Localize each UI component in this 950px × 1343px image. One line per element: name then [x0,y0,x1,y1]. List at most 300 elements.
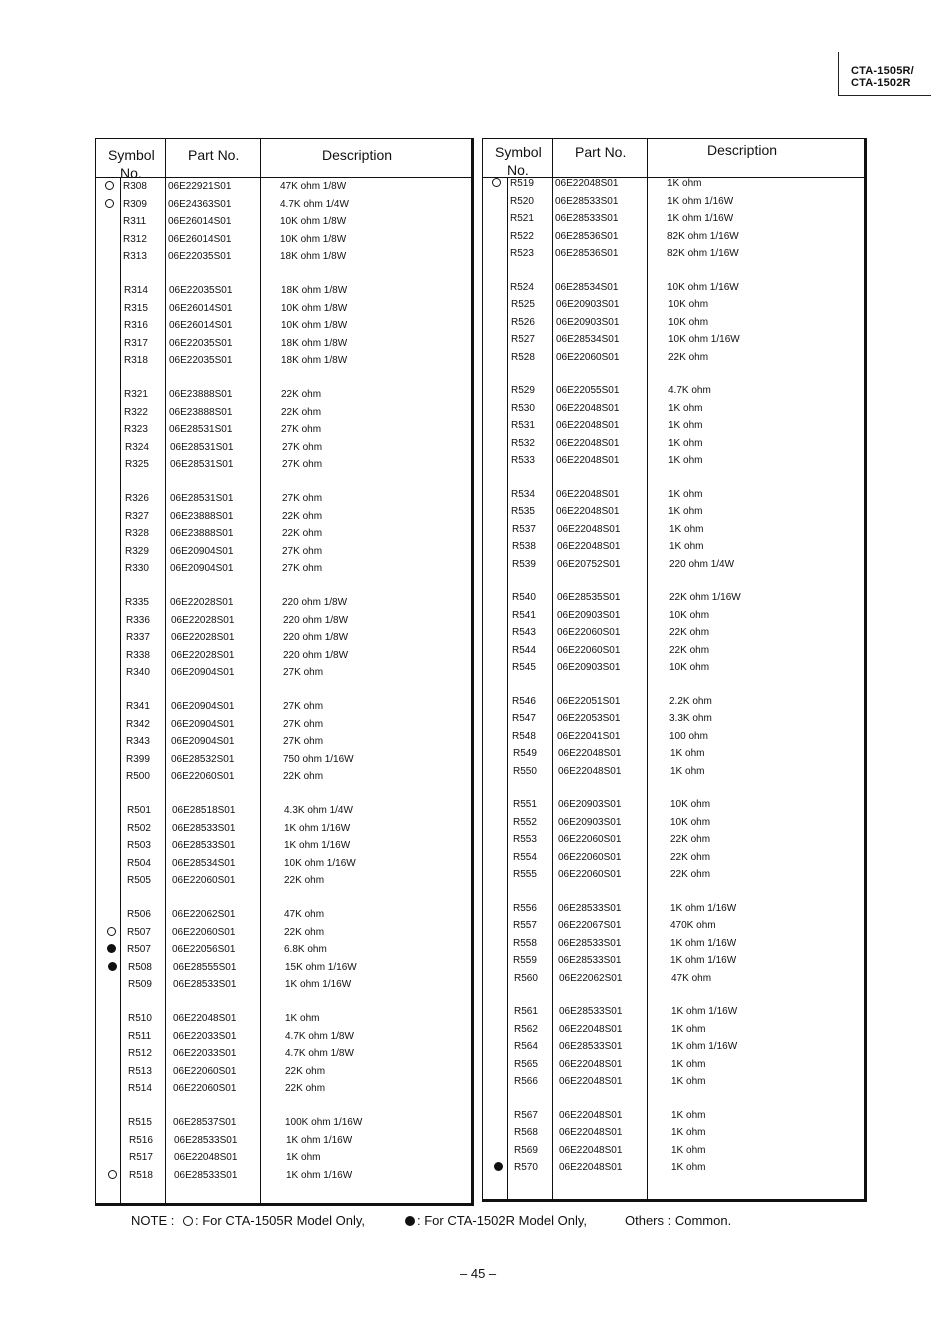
symbol-cell: R520 [510,195,534,207]
table-row [483,333,864,349]
symbol-cell: R518 [129,1169,153,1181]
symbol-cell: R322 [124,406,148,418]
table-row [96,250,471,266]
symbol-cell: R541 [512,609,536,621]
table-row [96,596,471,612]
symbol-cell: R324 [125,441,149,453]
open-circle-icon [492,178,501,187]
symbol-cell: R523 [510,248,534,259]
table-row [483,1161,864,1177]
symbol-cell: R548 [512,730,536,742]
symbol-cell: R539 [512,558,536,570]
part-no-cell: 06E28533S01 [173,979,237,991]
table-row [96,1116,471,1132]
table-row [96,961,471,977]
description-cell: 22K ohm [670,834,711,845]
symbol-cell: R314 [124,285,148,296]
part-no-cell: 06E23888S01 [170,528,234,540]
table-row [483,626,864,642]
model-label-line1: CTA-1505R/ [851,65,914,77]
description-cell: 18K ohm 1/8W [281,285,348,296]
description-cell: 220 ohm 1/4W [669,558,735,570]
part-no-cell: 06E24363S01 [168,198,232,210]
solid-circle-icon [107,944,116,953]
part-no-cell: 06E22055S01 [556,385,620,396]
symbol-header: Symbol [495,144,542,160]
table-row [483,505,864,521]
symbol-cell: R343 [126,736,150,748]
symbol-cell: R330 [125,563,149,575]
note-prefix: NOTE : [131,1213,175,1228]
part-no-cell: 06E28533S01 [559,1006,623,1017]
description-cell: 27K ohm [282,545,323,557]
part-no-cell: 06E22028S01 [171,632,235,644]
description-cell: 22K ohm 1/16W [669,592,741,603]
part-no-cell: 06E26014S01 [169,320,233,332]
part-no-cell: 06E22048S01 [559,1058,623,1070]
description-cell: 22K ohm [284,926,325,938]
symbol-cell: R549 [513,748,537,759]
description-cell: 27K ohm [283,667,324,679]
description-cell: 10K ohm 1/8W [280,233,347,245]
part-no-cell: 06E28537S01 [173,1117,237,1128]
symbol-cell: R537 [512,523,536,535]
table-row [96,492,471,508]
table-row [483,798,864,814]
description-cell: 27K ohm [282,441,323,453]
table-row [96,718,471,734]
part-no-cell: 06E22028S01 [171,649,235,661]
symbol-cell: R341 [126,701,150,712]
part-no-cell: 06E26014S01 [169,302,233,314]
table-row [483,488,864,504]
part-no-cell: 06E22060S01 [558,834,622,845]
symbol-cell: R315 [124,302,148,314]
symbol-cell: R311 [123,216,147,228]
symbol-cell: R538 [512,541,536,552]
solid-circle-icon [108,962,117,971]
symbol-cell: R568 [514,1127,538,1138]
symbol-cell: R514 [128,1083,152,1095]
description-cell: 27K ohm [282,493,323,504]
table-row [96,215,471,231]
symbol-no-header: No. [120,165,142,181]
part-no-cell: 06E28533S01 [559,1041,623,1052]
table-row [483,298,864,314]
table-row [483,695,864,711]
table-row [96,978,471,994]
table-row [96,180,471,196]
table-row [483,402,864,418]
symbol-cell: R562 [514,1023,538,1035]
table-row [96,1134,471,1150]
table-row [483,523,864,539]
part-no-cell: 06E22060S01 [173,1065,237,1077]
part-no-cell: 06E22048S01 [173,1013,237,1024]
symbol-cell: R544 [512,644,536,656]
symbol-cell: R560 [514,972,538,984]
symbol-cell: R504 [127,857,151,869]
symbol-cell: R328 [125,528,149,540]
table-row [483,661,864,677]
symbol-cell: R515 [128,1117,152,1128]
open-circle-icon [107,927,116,936]
description-cell: 22K ohm [283,771,324,783]
description-cell: 1K ohm [671,1058,706,1070]
table-row [96,545,471,561]
part-no-cell: 06E28536S01 [555,230,619,242]
description-cell: 10K ohm 1/16W [668,334,740,345]
part-no-cell: 06E22048S01 [558,748,622,759]
part-no-cell: 06E28533S01 [172,840,236,852]
symbol-cell: R524 [510,281,534,293]
table-row [483,609,864,625]
description-cell: 6.8K ohm [284,944,327,956]
table-row [96,423,471,439]
part-no-cell: 06E22048S01 [559,1109,623,1121]
table-row [96,857,471,873]
table-row [96,770,471,786]
description-cell: 220 ohm 1/8W [282,597,348,608]
description-cell: 27K ohm [283,718,324,730]
table-row [96,1030,471,1046]
symbol-cell: R540 [512,592,536,603]
symbol-cell: R508 [128,961,152,973]
part-no-cell: 06E28533S01 [555,195,619,207]
symbol-cell: R522 [510,230,534,242]
description-cell: 10K ohm 1/16W [284,857,356,869]
symbol-cell: R558 [513,937,537,949]
table-row [483,919,864,935]
description-cell: 1K ohm [286,1152,321,1164]
description-cell: 27K ohm [283,736,324,748]
description-cell: 10K ohm [668,299,709,310]
table-row [96,753,471,769]
part-no-cell: 06E28531S01 [170,441,234,453]
table-row [96,337,471,353]
table-row [483,419,864,435]
description-cell: 1K ohm [668,455,703,466]
description-cell: 1K ohm [671,1023,706,1035]
symbol-cell: R337 [126,632,150,644]
symbol-cell: R327 [125,510,149,522]
part-no-cell: 06E22060S01 [557,627,621,638]
symbol-cell: R533 [511,455,535,466]
part-no-cell: 06E28555S01 [173,961,237,973]
description-cell: 1K ohm 1/16W [285,979,352,991]
part-no-cell: 06E28534S01 [555,281,619,293]
symbol-cell: R340 [126,667,150,679]
part-no-cell: 06E28533S01 [558,955,622,966]
description-cell: 22K ohm [282,510,323,522]
symbol-cell: R528 [511,351,535,363]
symbol-cell: R543 [512,627,536,638]
part-no-cell: 06E22028S01 [171,614,235,626]
description-cell: 18K ohm 1/8W [281,337,348,349]
part-no-cell: 06E28533S01 [174,1134,238,1146]
table-row [96,822,471,838]
part-no-cell: 06E22048S01 [559,1023,623,1035]
symbol-cell: R561 [514,1006,538,1017]
description-cell: 22K ohm [281,389,322,400]
part-no-cell: 06E20904S01 [170,563,234,575]
description-cell: 27K ohm [282,563,323,575]
description-cell: 220 ohm 1/8W [283,649,349,661]
table-row [483,230,864,246]
description-cell: 22K ohm [282,528,323,540]
table-row [483,851,864,867]
description-cell: 4.7K ohm [668,385,711,396]
table-row [483,540,864,556]
description-cell: 1K ohm 1/16W [284,822,351,834]
symbol-cell: R500 [126,771,150,783]
part-no-cell: 06E22028S01 [170,597,234,608]
table-row [96,631,471,647]
part-no-cell: 06E28533S01 [558,937,622,949]
symbol-cell: R531 [511,420,535,431]
symbol-cell: R551 [513,799,537,810]
part-no-cell: 06E22048S01 [556,437,620,449]
table-row [483,868,864,884]
open-circle-icon [183,1216,193,1226]
table-row [96,354,471,370]
symbol-cell: R329 [125,545,149,557]
table-row [483,902,864,918]
symbol-cell: R553 [513,834,537,845]
description-cell: 1K ohm 1/16W [670,902,737,914]
symbol-cell: R317 [124,337,148,349]
symbol-cell: R511 [128,1030,152,1042]
table-row [483,937,864,953]
model-label-line2: CTA-1502R [851,77,911,89]
table-row [96,388,471,404]
part-no-cell: 06E22048S01 [556,420,620,431]
table-row [96,284,471,300]
note-open-text: : For CTA-1505R Model Only, [195,1213,366,1228]
symbol-cell: R567 [514,1109,538,1121]
part-no-cell: 06E22067S01 [558,920,622,931]
description-cell: 10K ohm [670,816,711,828]
part-no-cell: 06E22048S01 [557,541,621,552]
description-cell: 47K ohm [284,909,325,920]
description-cell: 1K ohm [668,488,703,500]
description-cell: 1K ohm [285,1013,320,1024]
open-circle-icon [108,1170,117,1179]
description-cell: 1K ohm [671,1076,706,1087]
description-cell: 10K ohm [668,316,709,328]
table-row [96,1047,471,1063]
part-no-header: Part No. [575,144,627,160]
description-cell: 22K ohm [670,851,711,863]
description-cell: 3.3K ohm [669,713,712,724]
part-no-cell: 06E22048S01 [556,488,620,500]
description-cell: 100K ohm 1/16W [285,1117,363,1128]
part-no-cell: 06E20904S01 [171,736,235,748]
description-cell: 1K ohm 1/16W [671,1041,738,1052]
description-cell: 1K ohm [670,765,705,777]
table-row [96,735,471,751]
part-no-cell: 06E22060S01 [556,351,620,363]
description-cell: 22K ohm [670,869,711,880]
table-row [96,1012,471,1028]
note-solid-text: : For CTA-1502R Model Only, [417,1213,588,1228]
table-row [96,666,471,682]
table-row [96,943,471,959]
symbol-cell: R564 [514,1041,538,1052]
part-no-cell: 06E28534S01 [172,857,236,869]
part-no-cell: 06E20903S01 [556,316,620,328]
part-no-cell: 06E22051S01 [557,695,621,707]
table-row [96,926,471,942]
description-cell: 10K ohm 1/16W [667,281,739,293]
table-row [96,1082,471,1098]
symbol-cell: R526 [511,316,535,328]
part-no-cell: 06E22060S01 [558,851,622,863]
part-no-cell: 06E20903S01 [556,299,620,310]
part-no-cell: 06E28531S01 [169,424,233,436]
symbol-cell: R519 [510,178,534,189]
description-cell: 4.7K ohm 1/8W [285,1030,354,1042]
table-row [96,614,471,630]
model-label-box [838,52,931,96]
description-cell: 4.3K ohm 1/4W [284,805,353,816]
table-row [483,1058,864,1074]
part-no-cell: 06E22048S01 [556,402,620,414]
description-cell: 4.7K ohm 1/8W [285,1048,354,1060]
description-cell: 18K ohm 1/8W [281,355,348,367]
table-row [483,1040,864,1056]
description-cell: 10K ohm [670,799,711,810]
symbol-cell: R547 [512,713,536,724]
table-row [483,1109,864,1125]
part-no-cell: 06E28531S01 [170,493,234,504]
symbol-cell: R529 [511,385,535,396]
description-cell: 2.2K ohm [669,695,712,707]
part-no-cell: 06E28533S01 [172,822,236,834]
table-row [96,233,471,249]
symbol-cell: R323 [124,424,148,436]
symbol-cell: R312 [123,233,147,245]
table-row [96,510,471,526]
description-cell: 1K ohm [671,1109,706,1121]
solid-circle-icon [494,1162,503,1171]
part-no-cell: 06E20903S01 [558,799,622,810]
description-cell: 1K ohm 1/16W [670,955,737,966]
description-cell: 22K ohm [281,406,322,418]
description-cell: 470K ohm [670,920,716,931]
symbol-cell: R507 [127,926,151,938]
symbol-cell: R321 [124,389,148,400]
symbol-cell: R516 [129,1134,153,1146]
description-cell: 1K ohm 1/16W [670,937,737,949]
part-no-cell: 06E20904S01 [170,545,234,557]
table-row [483,591,864,607]
part-no-cell: 06E28535S01 [557,592,621,603]
description-cell: 1K ohm [669,523,704,535]
symbol-cell: R336 [126,614,150,626]
description-cell: 10K ohm 1/8W [281,302,348,314]
symbol-cell: R316 [124,320,148,332]
symbol-cell: R534 [511,488,535,500]
symbol-cell: R502 [127,822,151,834]
part-no-cell: 06E22033S01 [173,1048,237,1060]
symbol-cell: R525 [511,299,535,310]
symbol-cell: R535 [511,506,535,517]
description-cell: 1K ohm [670,748,705,759]
symbol-cell: R556 [513,902,537,914]
table-row [483,644,864,660]
solid-circle-icon [405,1216,415,1226]
table-row [483,1023,864,1039]
part-no-cell: 06E22062S01 [559,972,623,984]
description-header: Description [322,147,393,163]
table-row [96,1151,471,1167]
note-others: Others : Common. [625,1213,732,1228]
table-row [483,954,864,970]
symbol-cell: R318 [124,355,148,367]
description-cell: 22K ohm [668,351,709,363]
part-no-cell: 06E20904S01 [171,718,235,730]
description-cell: 27K ohm [282,459,323,471]
symbol-cell: R517 [129,1152,153,1164]
part-no-cell: 06E22035S01 [168,251,232,263]
table-row [483,351,864,367]
symbol-cell: R570 [514,1162,538,1173]
description-cell: 1K ohm 1/16W [284,840,351,852]
symbol-cell: R510 [128,1013,152,1024]
open-circle-icon [105,199,114,208]
symbol-cell: R527 [511,334,535,345]
symbol-cell: R532 [511,437,535,449]
table-row [483,281,864,297]
part-no-cell: 06E28533S01 [174,1169,238,1181]
table-row [483,195,864,211]
description-cell: 10K ohm 1/8W [281,320,348,332]
part-no-cell: 06E20903S01 [558,816,622,828]
table-row [96,406,471,422]
part-no-header: Part No. [188,147,240,163]
part-no-cell: 06E20903S01 [557,662,621,673]
symbol-cell: R342 [126,718,150,730]
description-cell: 1K ohm [668,437,703,449]
table-row [483,437,864,453]
table-row [96,839,471,855]
table-row [96,458,471,474]
table-row [96,908,471,924]
table-row [96,700,471,716]
symbol-cell: R506 [127,909,151,920]
part-no-cell: 06E22048S01 [556,506,620,517]
table-row [96,874,471,890]
page-number: – 45 – [460,1266,497,1281]
part-no-cell: 06E23888S01 [169,406,233,418]
table-row [483,747,864,763]
part-no-cell: 06E22035S01 [169,355,233,367]
description-cell: 27K ohm [281,424,322,436]
description-cell: 22K ohm [285,1065,326,1077]
table-row [96,1169,471,1185]
part-no-cell: 06E22060S01 [173,1083,237,1095]
description-cell: 220 ohm 1/8W [283,614,349,626]
table-row [483,765,864,781]
symbol-cell: R509 [128,979,152,991]
part-no-cell: 06E22048S01 [558,765,622,777]
description-cell: 1K ohm [668,420,703,431]
open-circle-icon [105,181,114,190]
table-row [96,804,471,820]
part-no-cell: 06E22060S01 [172,875,236,887]
table-row [96,441,471,457]
